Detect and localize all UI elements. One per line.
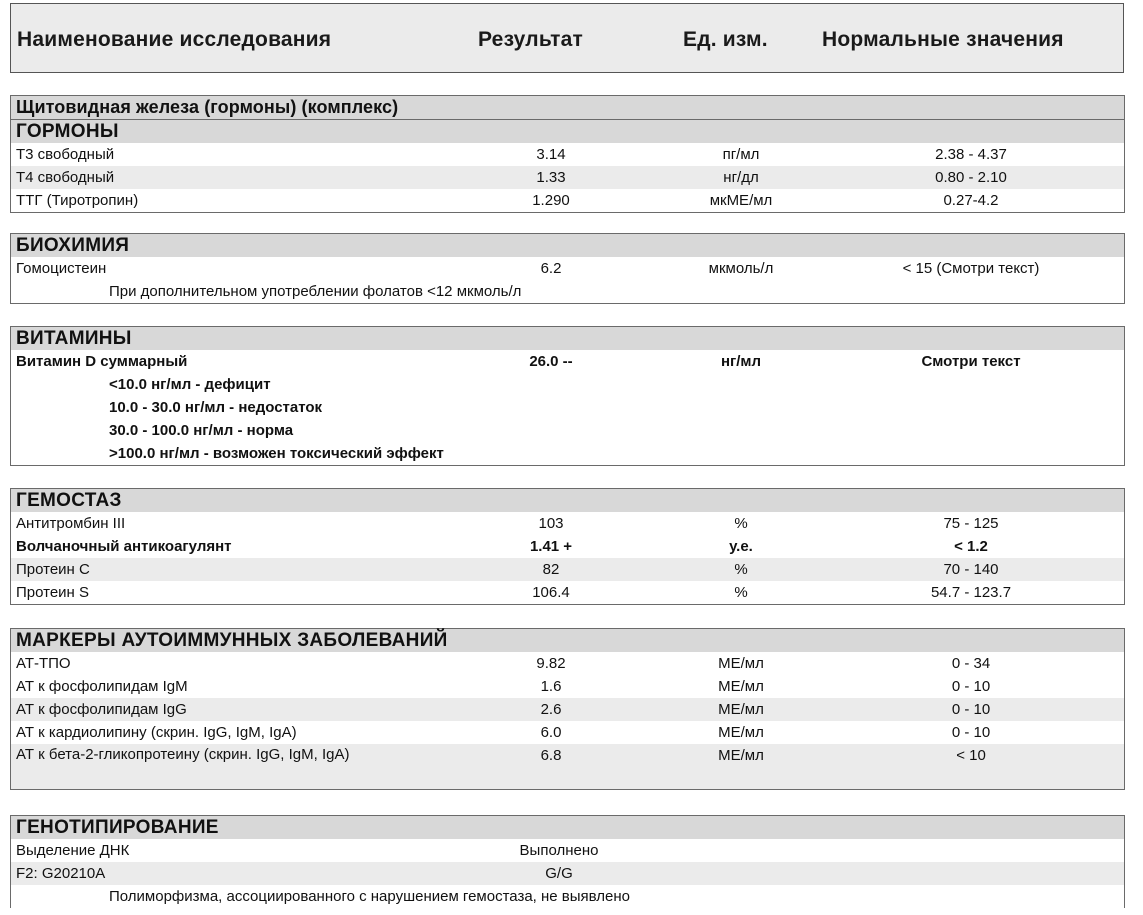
test-unit: нг/мл — [720, 353, 762, 370]
header-result: Результат — [478, 28, 583, 51]
test-norm: 0 - 34 — [951, 655, 991, 672]
note-text: Полиморфизма, ассоциированного с нарушением гемостаза, не выявлено — [109, 888, 631, 905]
section-hemostasis — [10, 488, 1125, 605]
test-result: 9.82 — [536, 655, 566, 672]
test-result: 103 — [538, 515, 564, 532]
test-unit: мкмоль/л — [708, 260, 774, 277]
section-autoimmune — [10, 628, 1125, 790]
note-row — [11, 373, 1124, 396]
test-unit: у.е. — [729, 538, 753, 555]
test-name: Т4 свободный — [16, 169, 115, 186]
test-name: Антитромбин III — [16, 515, 126, 532]
header-name: Наименование исследования — [17, 28, 332, 51]
test-norm: 54.7 - 123.7 — [930, 584, 1012, 601]
table-row — [11, 698, 1124, 721]
table-row — [11, 652, 1124, 675]
test-result: 6.2 — [540, 260, 562, 277]
section-title: БИОХИМИЯ — [11, 234, 1124, 257]
section-title: Щитовидная железа (гормоны) (комплекс) — [11, 96, 1124, 120]
table-row — [11, 744, 1124, 789]
header-norm: Нормальные значения — [822, 28, 1064, 51]
test-name: АТ к кардиолипину (скрин. IgG, IgM, IgA) — [16, 724, 297, 741]
table-row — [11, 257, 1124, 280]
test-norm: < 15 (Смотри текст) — [902, 260, 1040, 277]
test-result: 1.290 — [532, 192, 570, 209]
test-norm: < 1.2 — [954, 538, 988, 555]
test-unit: % — [734, 584, 748, 601]
table-row — [11, 512, 1124, 535]
note-row — [11, 280, 1124, 303]
test-result: 2.6 — [540, 701, 562, 718]
table-row — [11, 675, 1124, 698]
test-norm: Смотри текст — [921, 353, 1021, 370]
note-row — [11, 419, 1124, 442]
section-title: ГЕНОТИПИРОВАНИЕ — [11, 816, 1124, 839]
section-thyroid — [10, 95, 1125, 213]
test-name: Витамин D суммарный — [16, 353, 188, 370]
section-vitamins — [10, 326, 1125, 466]
test-result: Выполнено — [519, 842, 599, 859]
test-norm: 0 - 10 — [951, 678, 991, 695]
table-row — [11, 166, 1124, 189]
section-genotyping — [10, 815, 1125, 908]
note-row — [11, 885, 1124, 908]
test-result: G/G — [545, 865, 573, 882]
test-unit: нг/дл — [723, 169, 759, 186]
test-result: 6.0 — [540, 724, 562, 741]
test-unit: пг/мл — [722, 146, 760, 163]
test-result: 6.8 — [540, 747, 562, 764]
table-row — [11, 721, 1124, 744]
test-result: 106.4 — [532, 584, 570, 601]
section-title: ВИТАМИНЫ — [11, 327, 1124, 350]
table-row — [11, 558, 1124, 581]
test-name: АТ к бета-2-гликопротеину (скрин. IgG, IgM, IgA) — [16, 746, 350, 763]
test-unit: % — [734, 515, 748, 532]
table-row — [11, 143, 1124, 166]
test-result: 1.41 + — [529, 538, 573, 555]
note-text: <10.0 нг/мл - дефицит — [109, 376, 271, 393]
table-row — [11, 189, 1124, 212]
table-row — [11, 862, 1124, 885]
table-row — [11, 535, 1124, 558]
note-row — [11, 442, 1124, 465]
test-name: Выделение ДНК — [16, 842, 130, 859]
test-name: АТ-ТПО — [16, 655, 71, 672]
test-norm: 2.38 - 4.37 — [935, 146, 1007, 163]
note-text: При дополнительном употреблении фолатов <12 мкмоль/л — [109, 283, 522, 300]
test-norm: < 10 — [956, 747, 986, 764]
test-name: ТТГ (Тиротропин) — [16, 192, 139, 209]
table-row — [11, 581, 1124, 604]
test-name: АТ к фосфолипидам IgM — [16, 678, 188, 695]
note-text: 30.0 - 100.0 нг/мл - норма — [109, 422, 294, 439]
test-name: Волчаночный антикоагулянт — [16, 538, 232, 555]
note-text: 10.0 - 30.0 нг/мл - недостаток — [109, 399, 323, 416]
header-unit: Ед. изм. — [683, 28, 768, 51]
test-result: 82 — [542, 561, 560, 578]
test-norm: 70 - 140 — [943, 561, 999, 578]
test-unit: МЕ/мл — [718, 701, 764, 718]
test-result: 3.14 — [536, 146, 566, 163]
test-unit: МЕ/мл — [718, 724, 764, 741]
test-norm: 75 - 125 — [943, 515, 999, 532]
note-text: >100.0 нг/мл - возможен токсический эффект — [109, 445, 444, 462]
test-norm: 0.27-4.2 — [943, 192, 999, 209]
test-unit: МЕ/мл — [718, 655, 764, 672]
test-unit: МЕ/мл — [718, 747, 764, 764]
test-norm: 0 - 10 — [951, 724, 991, 741]
test-name: Протеин S — [16, 584, 90, 601]
table-header — [10, 3, 1124, 73]
test-unit: мкМЕ/мл — [709, 192, 773, 209]
table-row — [11, 839, 1124, 862]
test-name: Протеин C — [16, 561, 90, 578]
section-title: ГЕМОСТАЗ — [11, 489, 1124, 512]
test-name: Гомоцистеин — [16, 260, 107, 277]
subsection-title: ГОРМОНЫ — [11, 120, 1124, 143]
test-result: 1.6 — [540, 678, 562, 695]
test-result: 26.0 -- — [529, 353, 573, 370]
test-name: F2: G20210A — [16, 865, 106, 882]
test-norm: 0 - 10 — [951, 701, 991, 718]
test-name: Т3 свободный — [16, 146, 115, 163]
test-norm: 0.80 - 2.10 — [935, 169, 1007, 186]
test-name: АТ к фосфолипидам IgG — [16, 701, 187, 718]
section-title: МАРКЕРЫ АУТОИММУННЫХ ЗАБОЛЕВАНИЙ — [11, 629, 1124, 652]
note-row — [11, 396, 1124, 419]
section-biochemistry — [10, 233, 1125, 304]
table-row — [11, 350, 1124, 373]
test-unit: МЕ/мл — [718, 678, 764, 695]
test-result: 1.33 — [536, 169, 566, 186]
test-unit: % — [734, 561, 748, 578]
